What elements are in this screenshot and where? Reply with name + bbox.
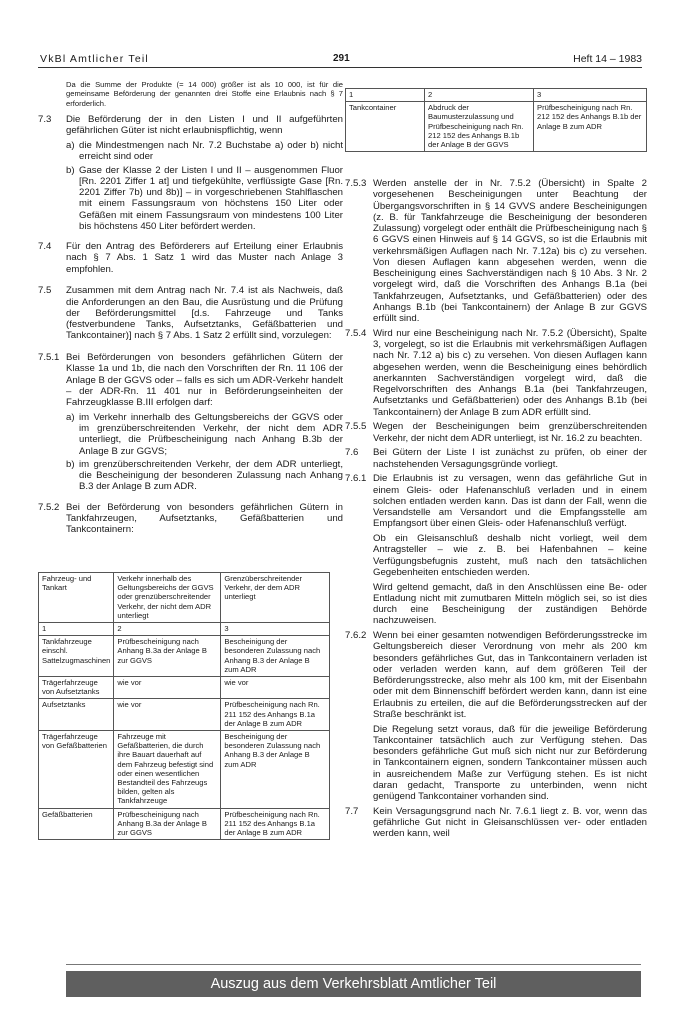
table-cell: Prüfbescheinigung nach Rn. 211 152 des Anhangs B.1a der Anlage B zum ADR [221,808,330,840]
table-header-row [39,573,330,623]
section-7-6-1-p3: Wird geltend gemacht, daß in den Anschlüssen eine Be- oder Entladung nicht mit zumutbaren Mitteln möglich sei, so ist dies durch eine Bescheinigung der zuständigen Behörde nachzuweisen. [373,581,647,627]
table-row [39,636,330,677]
table-row [39,731,330,809]
section-7-5-2: 7.5.2 Bei der Beförderung von besonders gefährlichen Gütern in Tankfahrzeugen, Aufsetztanks, Gefäßbatterien und Tankcontainern: [38,501,343,536]
table-cell: Aufsetztanks [39,699,114,731]
table-row [346,102,647,152]
table-cell: Verkehr innerhalb des Geltungsbereichs der GGVS oder grenzüberschreitender Verkehr, der nicht dem ADR unterliegt [114,573,221,623]
table-cell: Trägerfahrzeuge von Gefäßbatterien [39,731,114,809]
table-cell: Prüfbescheinigung nach Rn. 212 152 des Anhangs B.1b der Anlage B zum ADR [534,102,647,152]
table-cell: Prüfbescheinigung nach Anhang B.3a der Anlage B zur GGVS [114,808,221,840]
table-row [39,699,330,731]
section-7-5-1-a: a) im Verkehr innerhalb des Geltungsbereichs der GGVS oder im grenzüberschreitenden Verkehr, der nicht dem ADR unterliegt, die Prüfbescheinigung nach Anhang B.3b der Anlage B zur GGVS; [66,411,343,457]
section-7-6-1: 7.6.1 Die Erlaubnis ist zu versagen, wenn das gefährliche Gut in einem Gleis- oder Hafenanschluß verladen und in einem solchen entladen werden kann. Das ist dann der Fall, wenn die Versandstelle am Versandort und die Empfangsstelle am Empfangsort über einen Gleis- oder Hafenanschluß verfügt. [345,473,647,530]
table-number-row [346,89,647,102]
right-table [345,88,647,152]
table-row [39,677,330,699]
footer-rule [66,964,641,965]
section-7-7: 7.7 Kein Versagungsgrund nach Nr. 7.6.1 liegt z. B. vor, wenn das gefährliche Gut nicht in Gleisanschlüssen ver- oder entladen werden kann, weil [345,805,647,840]
issue-number: Heft 14 – 1983 [573,53,642,65]
section-7-5: 7.5 Zusammen mit dem Antrag nach Nr. 7.4 ist als Nachweis, daß die Anforderungen an den Bau, die Ausrüstung und die Prüfung der Beförderungsmittel [d.s. Fahrzeuge und Tanks (festverbundene Tanks, Aufsetztanks, Gefäßbatterien und Tankcontainer)] nach § 7 Abs. 1 Satz 2 erfüllt sind, vorzulegen: [38,285,343,342]
table-row [39,808,330,840]
table-cell: 1 [346,89,425,102]
right-column [345,178,647,843]
table-number-row [39,623,330,636]
table-cell: Fahrzeug- und Tankart [39,573,114,623]
table-cell: 2 [425,89,534,102]
table-cell: wie vor [114,677,221,699]
left-table [38,572,330,840]
section-7-5-1: 7.5.1 Bei Beförderungen von besonders gefährlichen Gütern der Klasse 1a und 1b, die nach den Vorschriften der Rn. 11 106 der Anlage B der GGVS oder – falls es sich um ADR-Verkehr handelt – der ADR-Rn. 11 401 nur in Beförderungseinheiten der Fahrzeugklasse B.III erfolgen darf: [38,352,343,409]
table-cell: Trägerfahrzeuge von Aufsetztanks [39,677,114,699]
section-7-5-1-b: b) im grenzüberschreitenden Verkehr, der dem ADR unterliegt, die Bescheinigung der besonderen Zulassung nach Anhang B.3 der Anlage B zum ADR. [66,458,343,493]
top-note: Da die Summe der Produkte (= 14 000) größer ist als 10 000, ist für die gemeinsame Beförderung der genannten drei Stoffe eine Erlaubnis nach § 7 erforderlich. [66,80,343,108]
table-cell: 2 [114,623,221,636]
section-7-6-1-p2: Ob ein Gleisanschluß deshalb nicht vorliegt, weil dem Antragsteller – wie z. B. bei Hafenbahnen – keine Verfügungsbefugnis zusteht, muß nach den tatsächlichen Gegebenheiten entschieden werden. [373,533,647,578]
table-cell: Gefäßbatterien [39,808,114,840]
section-7-3-a: a) die Mindestmengen nach Nr. 7.2 Buchstabe a) oder b) nicht erreicht sind oder [66,140,343,163]
table-cell: Tankfahrzeuge einschl. Sattelzugmaschinen [39,636,114,677]
left-column [38,80,343,539]
table-cell: Prüfbescheinigung nach Anhang B.3a der Anlage B zur GGVS [114,636,221,677]
section-7-3: 7.3 Die Beförderung der in den Listen I und II aufgeführten gefährlichen Güter ist nicht erlaubnispflichtig, wenn [38,114,343,137]
table-cell: 3 [221,623,330,636]
section-7-4: 7.4 Für den Antrag des Beförderers auf Erteilung einer Erlaubnis nach § 7 Abs. 1 Satz 1 wird das Muster nach Anlage 3 empfohlen. [38,241,343,275]
table-cell: Grenzüberschreitender Verkehr, der dem ADR unterliegt [221,573,330,623]
table-cell: Bescheinigung der besonderen Zulassung nach Anhang B.3 der Anlage B zum ADR [221,636,330,677]
section-7-5-3: 7.5.3 Werden anstelle der in Nr. 7.5.2 (Übersicht) in Spalte 2 vorgesehenen Bescheinigungen unter Beachtung der Übergangsvorschriften in § 14 GVVS andere Bescheinigungen (z. B. für Tankfahrzeuge die Bescheinigung der besonderen Zulassung) vorgelegt oder enthält die Prüfbescheinigung nach § 6 GGVS einen Hinweis auf § 14 GGVS, so ist die Erlaubnis mit verkehrsmäßigen Auflagen nach Nr. 7.12a) bis c) zu versehen. Von diesen Auflagen kann abgesehen werden, wenn die Bescheinigung eines Sachverständigen nach § 10 Abs. 3 Nr. 2 vorgelegt wird, daß die Vorschriften des Anhangs B.1a (bei Tankfahrzeugen, Aufsetztanks, und Gefäßbatterien) oder des Anhangs B.1b (bei Tankcontainern) der Anlage B zur GGVS erfüllt sind. [345,178,647,324]
section-7-6: 7.6 Bei Gütern der Liste I ist zunächst zu prüfen, ob einer der nachstehenden Versagungsgründe vorliegt. [345,447,647,470]
header-rule [38,67,642,68]
section-7-5-5: 7.5.5 Wegen der Bescheinigungen beim grenzüberschreitenden Verkehr, der nicht dem ADR unterliegt, ist Nr. 16.2 zu beachten. [345,421,647,444]
page-number: 291 [333,53,350,64]
section-7-6-2: 7.6.2 Wenn bei einer gesamten notwendigen Beförderungsstrecke im Geltungsbereich dieser Verordnung von mehr als 200 km besonders gefährliches Gut, das in Tankcontainern verladen ist oder verladen werden kann, auf dem größeren Teil der Beförderungsstrecke, also mehr als 100 km, mit der Eisenbahn oder mit dem Binnenschiff befördert werden kann, dann ist eine Erlaubnis zu erteilen, die auf die Beförderungsstrecken auf der Straße beschränkt ist. [345,630,647,720]
table-cell: 3 [534,89,647,102]
table-cell: 1 [39,623,114,636]
journal-title: VkBl Amtlicher Teil [40,53,149,65]
footer-banner: Auszug aus dem Verkehrsblatt Amtlicher Teil [66,971,641,997]
section-7-6-2-p2: Die Regelung setzt voraus, daß für die jeweilige Beförderung Tankcontainer tatsächlich auch zur Verfügung stehen. Das besonders gefährliche Gut muß sich nicht nur zur Beförderung in Tankcontainern eignen, sondern Tankcontainer müssen auch in ausreichendem Maße zur Verfügung stehen. Es ist nicht daran gedacht, Transporte zu unterbinden, wenn nicht genügend Tankcontainer vorhanden sind. [373,723,647,802]
table-cell: wie vor [114,699,221,731]
section-7-3-b: b) Gase der Klasse 2 der Listen I und II – ausgenommen Fluor [Rn. 2201 Ziffer 1 at] und tiefgekühlte, verflüssigte Gase [Rn. 2201 Ziffer 7b) und 8b)] – in vorgeschriebenen Stahlflaschen mit einem Fassungsraum von höchstens 150 Liter oder Gefäßen mit einem Fassungsraum von mindestens 100 Liter bis höchstens 450 Liter befördert werden. [66,164,343,232]
table-cell: Prüfbescheinigung nach Rn. 211 152 des Anhangs B.1a der Anlage B zum ADR [221,699,330,731]
table-cell: Bescheinigung der besonderen Zulassung nach Anhang B.3 der Anlage B zum ADR [221,731,330,809]
table-cell: Fahrzeuge mit Gefäßbatterien, die durch ihre Bauart dauerhaft auf dem Fahrzeug befestigt sind oder einen wesentlichen Bestandteil des Fahrzeugs bilden, gelten als Tankfahrzeuge [114,731,221,809]
table-cell: Tankcontainer [346,102,425,152]
section-7-5-4: 7.5.4 Wird nur eine Bescheinigung nach Nr. 7.5.2 (Übersicht), Spalte 3, vorgelegt, so ist die Erlaubnis mit verkehrsmäßigen Auflagen nach Nr. 7.12 a) bis c) zu versehen. Von diesen Auflagen kann abgesehen werden, wenn die Bescheinigung eines behördlich anerkannten Sachverständigen vorgelegt wird, daß die Regelvorschriften des Anhangs B.1a (bei Tankfahrzeugen, Aufsetztanks und Gefäßbatterien) oder des Anhangs B.1b (bei Tankcontainern) der Anlage B zum ADR erfüllt sind. [345,327,647,418]
table-cell: wie vor [221,677,330,699]
table-cell: Abdruck der Baumusterzulassung und Prüfbescheinigung nach Rn. 212 152 des Anhangs B.1b der Anlage B der GGVS [425,102,534,152]
